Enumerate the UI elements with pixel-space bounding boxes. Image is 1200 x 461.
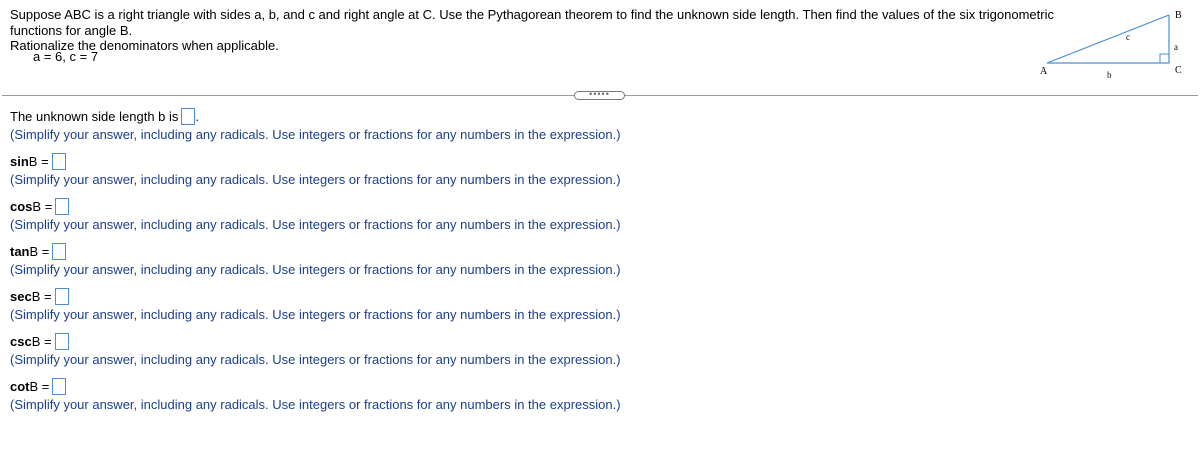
- question-csc-b: [10, 333, 621, 368]
- hint-text: (Simplify your answer, including any radicals. Use integers or fractions for any numbers in the expression.): [10, 352, 621, 367]
- problem-statement: [10, 7, 1090, 54]
- expand-button[interactable]: •••••: [574, 91, 625, 100]
- problem-text-line-2: Rationalize the denominators when applicable.: [10, 38, 279, 53]
- answer-input-tan[interactable]: [52, 243, 66, 260]
- function-name-sec: sec: [10, 288, 32, 304]
- hint-text: (Simplify your answer, including any radicals. Use integers or fractions for any numbers in the expression.): [10, 127, 621, 142]
- question-tan-b: [10, 243, 621, 278]
- function-name-tan: tan: [10, 243, 30, 259]
- question-cos-b: [10, 198, 621, 233]
- hint-text: (Simplify your answer, including any radicals. Use integers or fractions for any numbers in the expression.): [10, 217, 621, 232]
- answer-input-csc[interactable]: [55, 333, 69, 350]
- vertex-b-label: B: [1175, 10, 1182, 21]
- question-unknown-side: [10, 108, 621, 143]
- function-name-sin: sin: [10, 153, 29, 169]
- question-label: The unknown side length b is: [10, 108, 179, 124]
- question-label: B =: [28, 153, 49, 169]
- vertex-a-label: A: [1040, 66, 1048, 77]
- question-suffix: .: [195, 108, 200, 124]
- triangle-figure: [1030, 2, 1190, 82]
- right-angle-marker: [1160, 54, 1169, 63]
- function-name-cos: cos: [10, 198, 33, 214]
- question-label: B =: [29, 378, 50, 394]
- hint-text: (Simplify your answer, including any radicals. Use integers or fractions for any numbers in the expression.): [10, 172, 621, 187]
- answer-input-sin[interactable]: [52, 153, 66, 170]
- question-label: B =: [29, 243, 50, 259]
- given-values: a = 6, c = 7: [33, 49, 99, 64]
- question-label: B =: [32, 198, 53, 214]
- side-b-label: b: [1107, 70, 1112, 80]
- hint-text: (Simplify your answer, including any radicals. Use integers or fractions for any numbers in the expression.): [10, 262, 621, 277]
- vertex-c-label: C: [1175, 65, 1182, 76]
- hint-text: (Simplify your answer, including any radicals. Use integers or fractions for any numbers in the expression.): [10, 307, 621, 322]
- function-name-csc: csc: [10, 333, 32, 349]
- side-c-line: [1047, 15, 1169, 63]
- answer-input-cot[interactable]: [52, 378, 66, 395]
- side-c-label: c: [1126, 32, 1130, 42]
- question-sec-b: [10, 288, 621, 323]
- question-sin-b: [10, 153, 621, 188]
- answer-input-cos[interactable]: [55, 198, 69, 215]
- side-a-label: a: [1174, 42, 1178, 52]
- hint-text: (Simplify your answer, including any radicals. Use integers or fractions for any numbers in the expression.): [10, 397, 621, 412]
- function-name-cot: cot: [10, 378, 30, 394]
- problem-text-line-1: Suppose ABC is a right triangle with sides a, b, and c and right angle at C. Use the Pythagorean theorem to find the unknown side length. Then find the values of the six trigonometric functions for angle B.: [10, 7, 1054, 38]
- answer-input-sec[interactable]: [55, 288, 69, 305]
- question-label: B =: [31, 333, 52, 349]
- answer-input-b[interactable]: [181, 108, 195, 125]
- question-cot-b: [10, 378, 621, 413]
- question-label: B =: [31, 288, 52, 304]
